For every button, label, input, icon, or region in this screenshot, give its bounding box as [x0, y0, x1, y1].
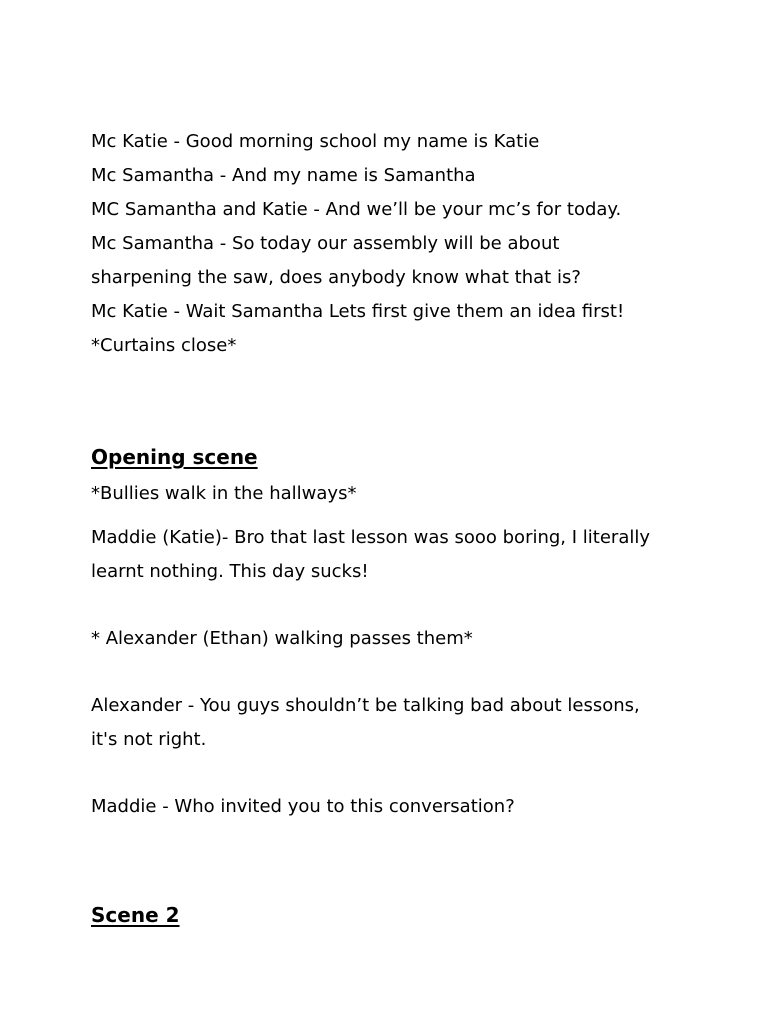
intro-line-4: Mc Samantha - So today our assembly will be about: [91, 233, 560, 254]
scene-2-heading: Scene 2: [91, 903, 180, 927]
opening-scene-line-5: Alexander - You guys shouldn’t be talking bad about lessons,: [91, 695, 640, 716]
intro-line-5: sharpening the saw, does anybody know what that is?: [91, 267, 581, 288]
intro-line-7: *Curtains close*: [91, 335, 237, 356]
intro-line-1: Mc Katie - Good morning school my name is Katie: [91, 131, 540, 152]
opening-scene-heading: Opening scene: [91, 445, 258, 469]
opening-scene-line-4: * Alexander (Ethan) walking passes them*: [91, 628, 473, 649]
opening-scene-line-6: it's not right.: [91, 729, 207, 750]
opening-scene-line-3: learnt nothing. This day sucks!: [91, 561, 369, 582]
intro-line-3: MC Samantha and Katie - And we’ll be your mc’s for today.: [91, 199, 622, 220]
intro-line-6: Mc Katie - Wait Samantha Lets first give them an idea first!: [91, 301, 625, 322]
opening-scene-line-2: Maddie (Katie)- Bro that last lesson was sooo boring, I literally: [91, 527, 651, 548]
opening-scene-line-7: Maddie - Who invited you to this conversation?: [91, 796, 515, 817]
opening-scene-line-1: *Bullies walk in the hallways*: [91, 483, 357, 504]
intro-line-2: Mc Samantha - And my name is Samantha: [91, 165, 476, 186]
